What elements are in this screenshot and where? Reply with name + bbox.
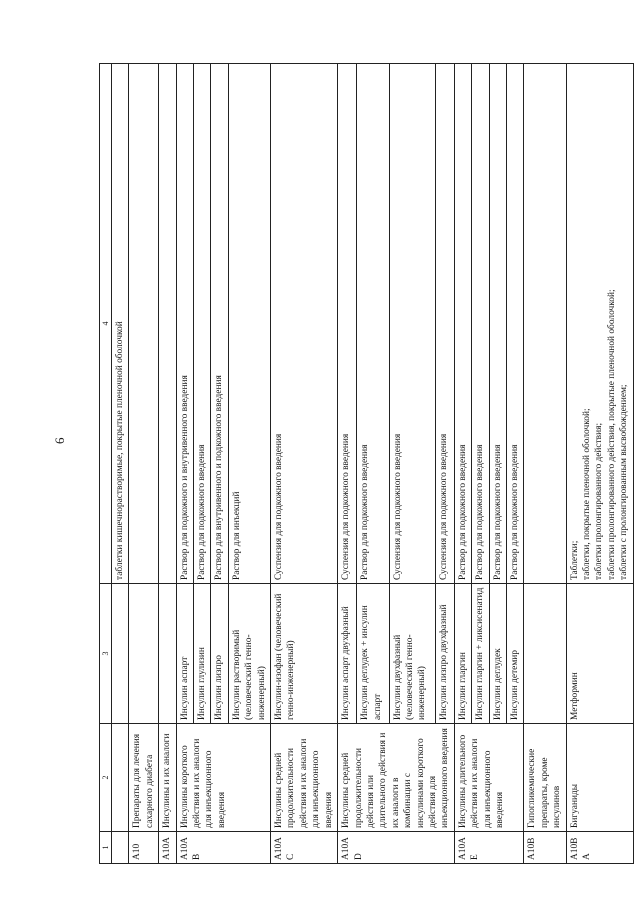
dosage-form-cell: Суспензия для подкожного введения: [271, 64, 338, 584]
table-row: [129, 64, 159, 864]
dosage-form-cell: Раствор для инъекций: [228, 64, 270, 584]
dosage-form-line: таблетки пролонгированного действия, покрытые пленочной оболочкой;: [606, 289, 617, 580]
atc-code-cell: [112, 832, 129, 864]
table-row: [454, 64, 471, 864]
drug-name-cell: Инсулин лизпро двухфазный: [435, 584, 454, 724]
dosage-form-cell: Раствор для подкожного введения: [454, 64, 471, 584]
atc-code-cell: A10AD: [338, 832, 455, 864]
drug-name-cell: Инсулин-изофан (человеческий генно-инженерный): [271, 584, 338, 724]
continuation-row: [112, 64, 129, 864]
drug-name-cell: [524, 584, 566, 724]
dosage-form-cell: [159, 64, 176, 584]
dosage-form-cell: [566, 64, 633, 584]
group-name-cell: Инсулины короткого действия и их аналоги для инъекционного введения: [176, 724, 270, 832]
dosage-form-line: таблетки с пролонгированным высвобождением;: [619, 384, 630, 580]
column-number-row: [100, 64, 112, 864]
drug-name-cell: Инсулин детемир: [506, 584, 523, 724]
dosage-form-cell: Суспензия для подкожного введения: [435, 64, 454, 584]
drug-name-cell: Инсулин аспарт: [176, 584, 193, 724]
table-row: [159, 64, 176, 864]
group-name-cell: [112, 724, 129, 832]
drug-name-cell: Инсулин деглудек + инсулин аспарт: [357, 584, 390, 724]
group-name-cell: Гипогликемические препараты, кроме инсулинов: [524, 724, 566, 832]
dosage-form-cell: Суспензия для подкожного введения: [338, 64, 357, 584]
dosage-form-cell: Раствор для подкожного введения: [357, 64, 390, 584]
dosage-form-line: Таблетки;: [569, 540, 580, 580]
table-row: [271, 64, 338, 864]
dosage-form-line: таблетки пролонгированного действия;: [594, 422, 605, 580]
dosage-form-cell: таблетки кишечнорастворимые, покрытые пленочной оболочкой: [112, 64, 129, 584]
drug-name-cell: Инсулин аспарт двухфазный: [338, 584, 357, 724]
drug-name-cell: Инсулин двухфазный (человеческий генно-инженерный): [389, 584, 435, 724]
medication-table: [99, 63, 634, 864]
drug-name-cell: Инсулин гларгин: [454, 584, 471, 724]
atc-code-cell: A10B: [524, 832, 566, 864]
dosage-form-cell: [524, 64, 566, 584]
dosage-form-cell: Раствор для подкожного введения: [472, 64, 489, 584]
atc-code-cell: A10AB: [176, 832, 270, 864]
table-row: [176, 64, 193, 864]
atc-code-cell: A10BA: [566, 832, 633, 864]
dosage-form-cell: [129, 64, 159, 584]
group-name-cell: Инсулины длительного действия и их аналоги для инъекционного введения: [454, 724, 524, 832]
dosage-form-cell: Раствор для внутривенного и подкожного введения: [211, 64, 228, 584]
group-name-cell: Инсулины и их аналоги: [159, 724, 176, 832]
drug-name-cell: Инсулин растворимый (человеческий генно-инженерный): [228, 584, 270, 724]
drug-name-cell: [159, 584, 176, 724]
column-number-4: 4: [100, 64, 112, 584]
group-name-cell: Препараты для лечения сахарного диабета: [129, 724, 159, 832]
dosage-form-line: таблетки, покрытые пленочной оболочкой;: [582, 408, 592, 580]
column-number-2: 2: [100, 724, 112, 832]
column-number-3: 3: [100, 584, 112, 724]
dosage-form-cell: Суспензия для подкожного введения: [389, 64, 435, 584]
table-row: [566, 64, 633, 864]
group-name-cell: Инсулины средней продолжительности действия и их аналоги для инъекционного введения: [271, 724, 338, 832]
dosage-form-cell: Раствор для подкожного введения: [489, 64, 506, 584]
table-row: [338, 64, 357, 864]
rotated-page-content: [99, 64, 634, 864]
drug-name-cell: Инсулин гларгин + ликсисенатид: [472, 584, 489, 724]
column-number-1: 1: [100, 832, 112, 864]
atc-code-cell: A10AE: [454, 832, 524, 864]
dosage-form-cell: Раствор для подкожного введения: [194, 64, 211, 584]
group-name-cell: Инсулины средней продолжительности действия или длительного действия и их аналоги в комбинации с инсулинами короткого действия для инъекционного введения: [338, 724, 455, 832]
dosage-form-cell: Раствор для подкожного введения: [506, 64, 523, 584]
drug-name-cell: Инсулин деглудек: [489, 584, 506, 724]
drug-name-cell: Инсулин глулизин: [194, 584, 211, 724]
drug-name-cell: [129, 584, 159, 724]
page-number: 6: [52, 437, 67, 444]
drug-name-cell: [112, 584, 129, 724]
drug-name-cell: Метформин: [566, 584, 633, 724]
atc-code-cell: A10: [129, 832, 159, 864]
table-row: [524, 64, 566, 864]
drug-name-cell: Инсулин лизпро: [211, 584, 228, 724]
atc-code-cell: A10AC: [271, 832, 338, 864]
atc-code-cell: A10A: [159, 832, 176, 864]
dosage-form-cell: Раствор для подкожного и внутривенного введения: [176, 64, 193, 584]
group-name-cell: Бигуаниды: [566, 724, 633, 832]
